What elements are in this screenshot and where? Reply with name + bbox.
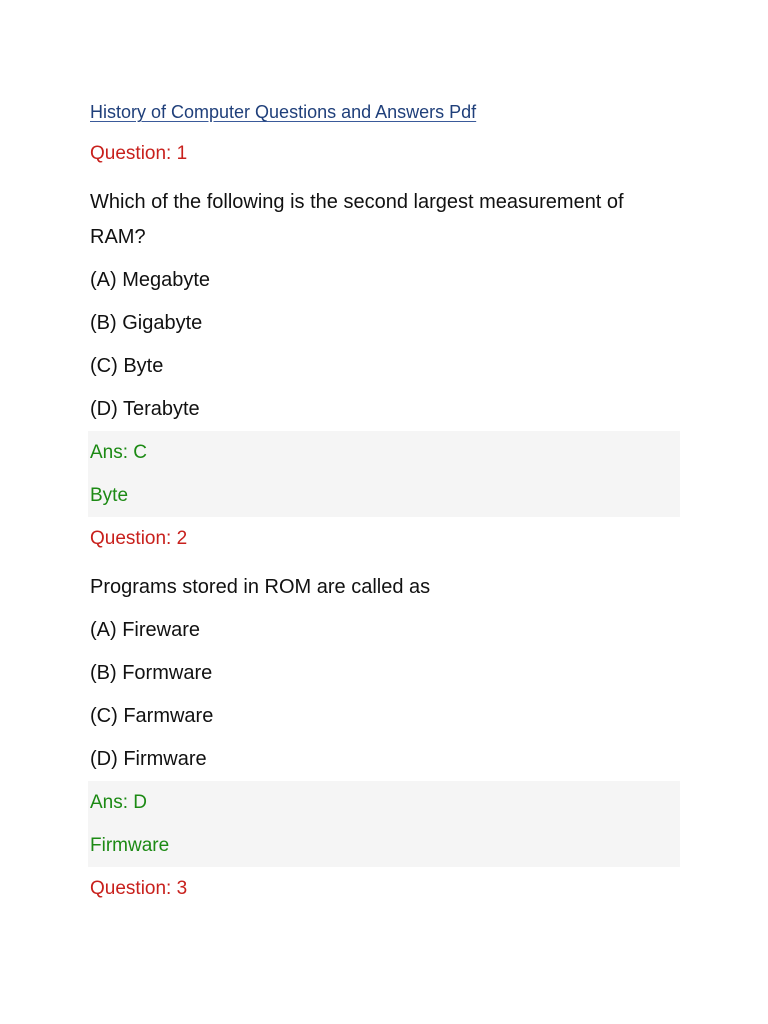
option-b: (B) Gigabyte <box>90 312 203 334</box>
option-d: (D) Terabyte <box>90 398 200 420</box>
option-c: (C) Farmware <box>90 705 214 727</box>
question-block-3 <box>90 867 680 910</box>
question-text: Programs stored in ROM are called as <box>90 576 431 598</box>
answer-text: Firmware <box>90 835 170 856</box>
answer-block <box>88 781 680 867</box>
option-c: (C) Byte <box>90 355 164 377</box>
question-label: Question: 2 <box>90 528 188 549</box>
question-text: Which of the following is the second largest measurement of RAM? <box>90 191 624 248</box>
question-label: Question: 3 <box>90 878 188 899</box>
question-block-2 <box>90 517 680 867</box>
option-d: (D) Firmware <box>90 748 207 770</box>
question-block-1 <box>90 132 680 517</box>
option-a: (A) Fireware <box>90 619 201 641</box>
option-a: (A) Megabyte <box>90 269 211 291</box>
option-b: (B) Formware <box>90 662 213 684</box>
answer-text: Byte <box>90 485 129 506</box>
question-label: Question: 1 <box>90 143 188 164</box>
answer-block <box>88 431 680 517</box>
document-title[interactable]: History of Computer Questions and Answers Pdf <box>90 102 477 122</box>
answer-label: Ans: D <box>90 792 148 813</box>
answer-label: Ans: C <box>90 442 148 463</box>
document-page <box>90 96 680 910</box>
